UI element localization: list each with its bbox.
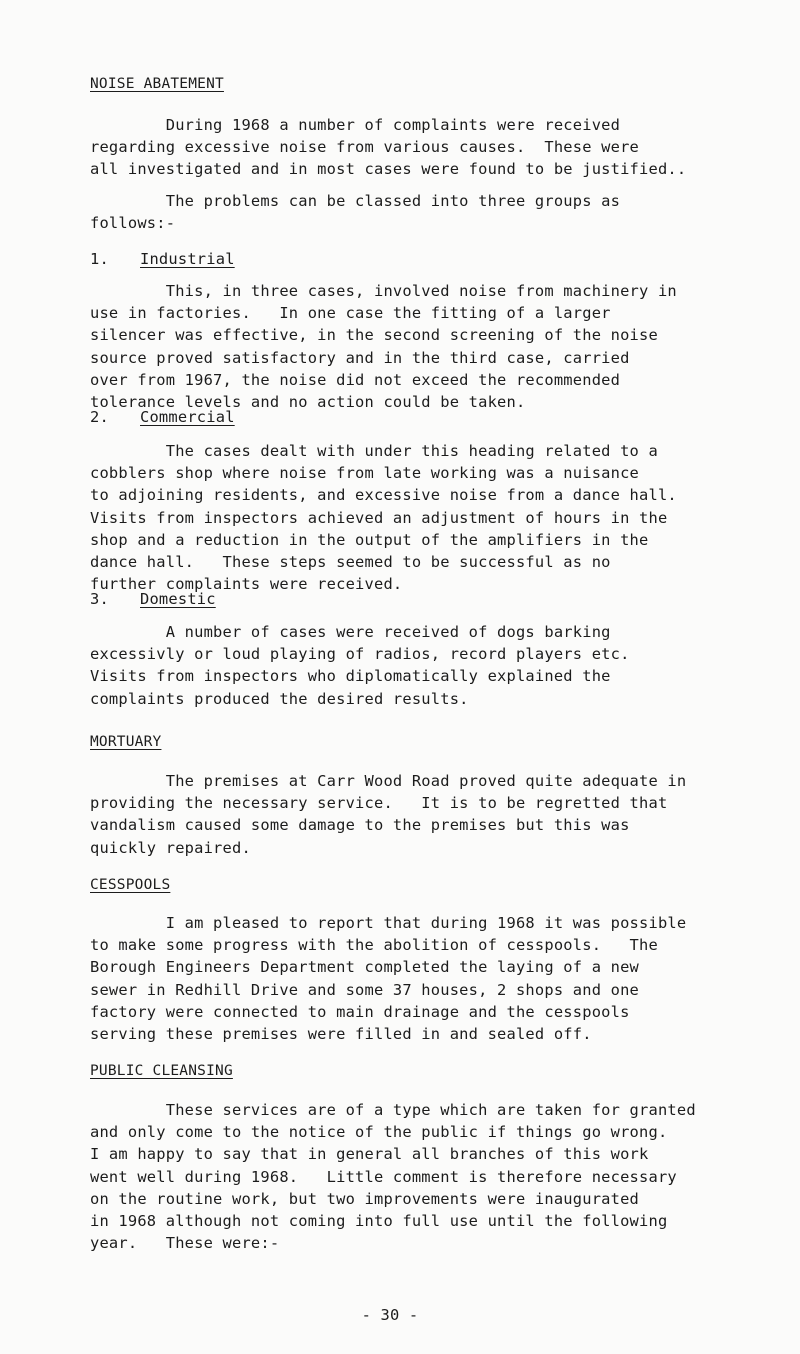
paragraph-line: Borough Engineers Department completed the laying of a new bbox=[90, 958, 640, 977]
subheading-commercial bbox=[90, 408, 235, 426]
paragraph-line: This, in three cases, involved noise from machinery in bbox=[90, 282, 677, 300]
subheading-industrial bbox=[90, 250, 235, 268]
paragraph-line: Visits from inspectors achieved an adjustment of hours in the bbox=[90, 508, 668, 527]
commercial-paragraph bbox=[90, 440, 677, 595]
paragraph-line: The cases dealt with under this heading related to a bbox=[90, 442, 658, 460]
mortuary-paragraph bbox=[90, 770, 687, 859]
paragraph-line: silencer was effective, in the second screening of the noise bbox=[90, 326, 658, 345]
subheading-label: Domestic bbox=[140, 590, 216, 608]
paragraph-line: vandalism caused some damage to the premises but this was bbox=[90, 816, 630, 835]
cesspools-paragraph bbox=[90, 912, 687, 1045]
section-heading-cesspools: CESSPOOLS bbox=[90, 877, 171, 893]
paragraph-line: complaints produced the desired results. bbox=[90, 689, 469, 708]
paragraph-line: in 1968 although not coming into full use until the following bbox=[90, 1212, 668, 1231]
subheading-number: 3. bbox=[90, 590, 109, 608]
paragraph-line: follows:- bbox=[90, 214, 176, 233]
paragraph-line: to make some progress with the abolition of cesspools. The bbox=[90, 936, 658, 955]
industrial-paragraph bbox=[90, 280, 677, 413]
paragraph-line: I am happy to say that in general all branches of this work bbox=[90, 1145, 649, 1164]
paragraph-line: cobblers shop where noise from late working was a nuisance bbox=[90, 464, 640, 483]
paragraph-line: serving these premises were filled in and sealed off. bbox=[90, 1025, 592, 1044]
section-heading-noise-abatement: NOISE ABATEMENT bbox=[90, 76, 224, 92]
paragraph-line: tolerance levels and no action could be taken. bbox=[90, 393, 526, 412]
paragraph-line: dance hall. These steps seemed to be successful as no bbox=[90, 553, 611, 572]
noise-intro-paragraph bbox=[90, 114, 687, 181]
paragraph-line: The problems can be classed into three groups as bbox=[90, 192, 621, 210]
paragraph-line: factory were connected to main drainage and the cesspools bbox=[90, 1002, 630, 1021]
paragraph-line: I am pleased to report that during 1968 it was possible bbox=[90, 914, 687, 932]
subheading-number: 1. bbox=[90, 250, 109, 268]
paragraph-line: These services are of a type which are taken for granted bbox=[90, 1101, 696, 1119]
paragraph-line: During 1968 a number of complaints were received bbox=[90, 116, 621, 134]
paragraph-line: and only come to the notice of the public if things go wrong. bbox=[90, 1123, 668, 1142]
section-heading-public-cleansing: PUBLIC CLEANSING bbox=[90, 1063, 233, 1079]
paragraph-line: over from 1967, the noise did not exceed the recommended bbox=[90, 370, 621, 389]
section-heading-mortuary: MORTUARY bbox=[90, 734, 162, 750]
paragraph-line: on the routine work, but two improvements were inaugurated bbox=[90, 1189, 640, 1208]
paragraph-line: regarding excessive noise from various causes. These were bbox=[90, 138, 640, 157]
public-cleansing-paragraph bbox=[90, 1099, 696, 1254]
subheading-label: Commercial bbox=[140, 408, 235, 426]
paragraph-line: source proved satisfactory and in the third case, carried bbox=[90, 348, 630, 367]
paragraph-line: A number of cases were received of dogs barking bbox=[90, 623, 611, 641]
subheading-domestic bbox=[90, 590, 216, 608]
paragraph-line: providing the necessary service. It is to be regretted that bbox=[90, 794, 668, 813]
paragraph-line: all investigated and in most cases were found to be justified.. bbox=[90, 160, 687, 179]
paragraph-line: use in factories. In one case the fitting of a larger bbox=[90, 304, 611, 323]
paragraph-line: went well during 1968. Little comment is therefore necessary bbox=[90, 1167, 677, 1186]
paragraph-line: further complaints were received. bbox=[90, 575, 403, 594]
paragraph-line: to adjoining residents, and excessive noise from a dance hall. bbox=[90, 486, 677, 505]
noise-classes-paragraph bbox=[90, 190, 670, 234]
paragraph-line: sewer in Redhill Drive and some 37 houses, 2 shops and one bbox=[90, 980, 640, 999]
paragraph-line: shop and a reduction in the output of the amplifiers in the bbox=[90, 530, 649, 549]
paragraph-line: year. These were:- bbox=[90, 1234, 280, 1253]
page-number: - 30 - bbox=[361, 1306, 419, 1324]
paragraph-line: Visits from inspectors who diplomatically explained the bbox=[90, 667, 611, 686]
paragraph-line: quickly repaired. bbox=[90, 838, 251, 857]
paragraph-line: The premises at Carr Wood Road proved quite adequate in bbox=[90, 772, 687, 790]
subheading-number: 2. bbox=[90, 408, 109, 426]
paragraph-line: excessivly or loud playing of radios, record players etc. bbox=[90, 645, 630, 664]
subheading-label: Industrial bbox=[140, 250, 235, 268]
domestic-paragraph bbox=[90, 621, 670, 710]
